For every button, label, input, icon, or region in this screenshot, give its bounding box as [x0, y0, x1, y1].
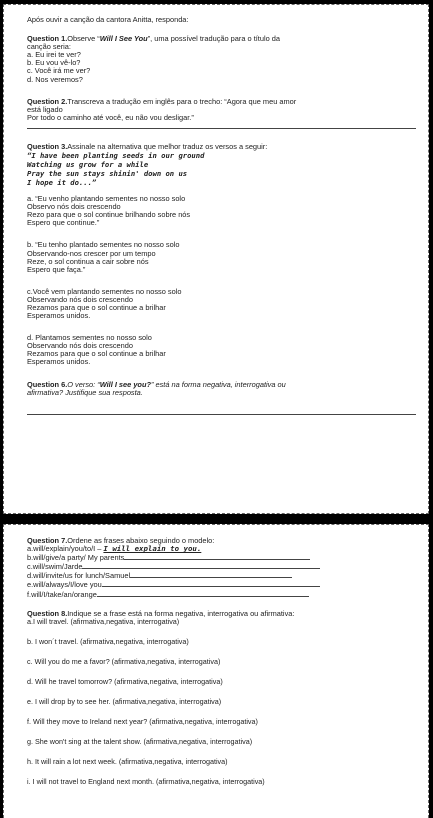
q7-item-b: b.will/give/a party/ My parents: [27, 553, 125, 563]
question-2: [27, 98, 418, 129]
q3-lyric-line: I hope it do...”: [27, 178, 97, 188]
q7-item-f-answer-line[interactable]: [97, 590, 309, 597]
q3-option-d-line: Observando nós dois crescendo: [27, 341, 133, 351]
q1-text-2: canção seria:: [27, 42, 71, 52]
q7-item-d: d.will/invite/us for lunch/Samuel: [27, 571, 131, 581]
q1-song-title: Will I See You: [99, 34, 148, 44]
q1-option-d[interactable]: d. Nos veremos?: [27, 74, 83, 84]
q3-option-a-line: a. “Eu venho plantando sementes no nosso solo: [27, 194, 186, 204]
q8-item-a[interactable]: a.I will travel. (afirmativa,negativa, interrogativa): [27, 616, 180, 626]
q6-verse: Will I see you?: [99, 379, 151, 389]
q8-item-e[interactable]: e. I will drop by to see her. (afirmativa,negativa, interrogativa): [27, 696, 222, 706]
question-6: [27, 381, 418, 415]
q3-option-d-line: Rezamos para que o sol continue a brilhar: [27, 349, 166, 359]
q1-label: Question 1.: [27, 34, 68, 44]
q1-text-b: ”, uma possível tradução para o título da: [147, 34, 280, 44]
q3-option-d-line: d. Plantamos sementes no nosso solo: [27, 333, 152, 343]
q7-text: Ordene as frases abaixo seguindo o modelo:: [67, 536, 215, 545]
q3-option-a-line: Observo nós dois crescendo: [27, 202, 121, 212]
q3-option-b-line: b. “Eu tenho plantado sementes no nosso solo: [27, 240, 180, 250]
q1-text-a: Observe “: [67, 34, 100, 44]
q8-item-i[interactable]: i. I will not travel to England next month. (afirmativa,negativa, interrogativa): [27, 776, 265, 786]
q6-text-b: ” está na forma negativa, interrogativa ou: [150, 379, 286, 389]
q3-option-a-line: Espero que continue.”: [27, 218, 100, 228]
q7-item-c-answer-line[interactable]: [82, 562, 320, 569]
q3-option-c-line: Observando nós dois crescendo: [27, 294, 133, 304]
q7-item-e-answer-line[interactable]: [102, 580, 320, 587]
worksheet-page-1: [3, 4, 429, 514]
q3-option-b-line: Reze, o sol continua a cair sobre nós: [27, 256, 149, 266]
q6-text-a: O verso: “: [67, 379, 100, 389]
q8-text: Indique se a frase está na forma negativa, interrogativa ou afirmativa:: [67, 608, 295, 618]
q3-lyric-line: Watching us grow for a while: [27, 160, 149, 170]
worksheet-page-2: [3, 524, 429, 818]
q3-lyric-line: “I have been planting seeds in our ground: [27, 151, 205, 161]
question-3: [27, 143, 418, 367]
page-2-content: [27, 537, 418, 798]
q2-answer-line[interactable]: [27, 122, 416, 129]
q2-text-2: está ligado: [27, 104, 63, 114]
question-1: [27, 35, 418, 84]
q3-option-c[interactable]: [27, 288, 418, 320]
q8-item-f[interactable]: f. Will they move to Ireland next year? (afirmativa,negativa, interrogativa): [27, 716, 258, 726]
q1-option-a[interactable]: a. Eu irei te ver?: [27, 50, 81, 60]
q3-option-c-line: c.Você vem plantando sementes no nosso solo: [27, 286, 182, 296]
q6-label: Question 6.: [27, 379, 68, 389]
q8-item-c[interactable]: c. Will you do me a favor? (afirmativa,negativa, interrogativa): [27, 656, 221, 666]
q8-item-d[interactable]: d. Will he travel tomorrow? (afirmativa,negativa, interrogativa): [27, 676, 223, 686]
q3-option-b[interactable]: [27, 241, 418, 273]
q3-text: Assinale na alternativa que melhor traduz os versos a seguir:: [67, 141, 268, 151]
q3-lyric-line: Pray the sun stays shinin' down on us: [27, 169, 188, 179]
q1-option-b[interactable]: b. Eu vou vê-lo?: [27, 58, 81, 68]
q2-label: Question 2.: [27, 96, 68, 106]
q6-text-2: afirmativa? Justifique sua resposta.: [27, 387, 143, 397]
q3-option-a-line: Rezo para que o sol continue brilhando sobre nós: [27, 210, 191, 220]
q3-option-b-line: Espero que faça.”: [27, 264, 86, 274]
q3-option-c-line: Rezamos para que o sol continue a brilhar: [27, 302, 166, 312]
q7-model-prefix: a.will/explain/you/to/I –: [27, 544, 104, 554]
q2-text-3: Por todo o caminho até você, eu não vou desligar.”: [27, 112, 194, 122]
page-1-content: [27, 16, 418, 415]
q7-model-answer: I will explain to you.: [103, 544, 202, 554]
question-8: [27, 610, 418, 786]
q7-item-b-answer-line[interactable]: [124, 553, 310, 560]
q7-item-c: c.will/swim/Jarde: [27, 562, 83, 572]
q7-item-e: e.will/always/I/love you: [27, 580, 102, 590]
q8-item-h[interactable]: h. It will rain a lot next week. (afirmativa,negativa, interrogativa): [27, 756, 228, 766]
q3-option-c-line: Esperamos unidos.: [27, 311, 91, 321]
q7-item-d-answer-line[interactable]: [130, 571, 292, 578]
q7-item-f: f.will/I/take/an/orange: [27, 589, 97, 599]
q8-label: Question 8.: [27, 608, 68, 618]
q3-option-d[interactable]: [27, 334, 418, 366]
q6-answer-line[interactable]: [27, 408, 416, 415]
q3-option-b-line: Observando-nos crescer por um tempo: [27, 248, 156, 258]
q1-option-c[interactable]: c. Você irá me ver?: [27, 66, 91, 76]
q8-item-b[interactable]: b. I won´t travel. (afirmativa,negativa, interrogativa): [27, 636, 189, 646]
q8-item-g[interactable]: g. She won't sing at the talent show. (afirmativa,negativa, interrogativa): [27, 736, 253, 746]
q2-text: Transcreva a tradução em inglês para o trecho: “Agora que meu amor: [67, 96, 297, 106]
q3-label: Question 3.: [27, 141, 68, 151]
question-7: [27, 537, 418, 599]
q7-label: Question 7.: [27, 536, 68, 545]
intro-text: Após ouvir a canção da cantora Anitta, responda:: [27, 15, 189, 24]
q3-option-d-line: Esperamos unidos.: [27, 357, 91, 367]
q3-option-a[interactable]: [27, 195, 418, 227]
